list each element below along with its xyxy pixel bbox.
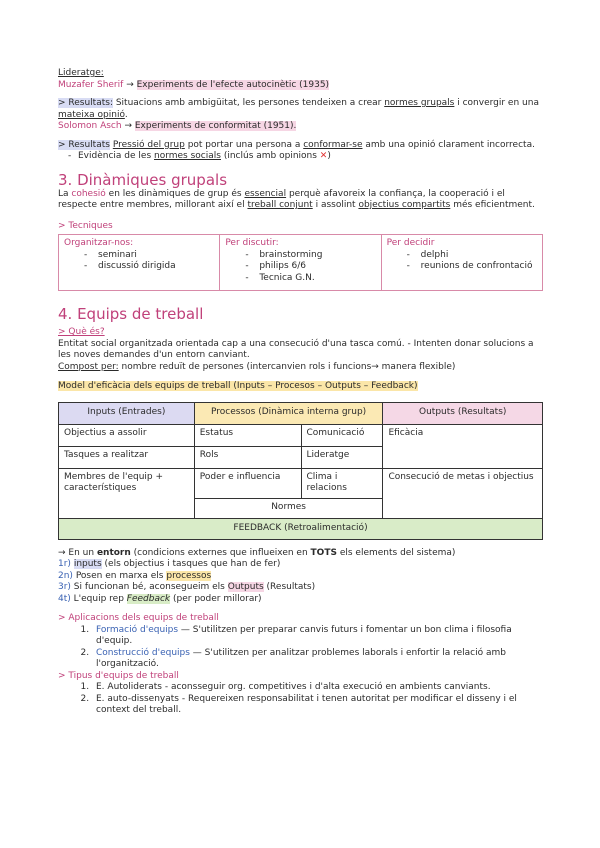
step-1: 1r) inputs (els objectius i tasques que han de fer) — [58, 559, 281, 569]
entorn-line: → En un entorn (condicions externes que influeixen en TOTS els elements del sistema) — [58, 547, 456, 558]
cross-icon: ✕ — [319, 151, 328, 161]
tecniques-col-discutir: Per discutir: - brainstorming - philips 6/6 - Tecnica G.N. — [220, 235, 381, 290]
aplicacions-list — [58, 625, 543, 671]
compost-line: Compost per: nombre reduït de persones (intercanvien rols i funcions→ manera flexible) — [58, 361, 456, 372]
table-cell-normes: Normes — [194, 498, 383, 518]
table-cell: Eficàcia — [383, 424, 543, 468]
aplicacions-label: > Aplicacions dels equips de treball — [58, 613, 219, 623]
table-cell: Comunicació — [301, 424, 383, 446]
lideratge-label: Lideratge: — [58, 68, 104, 78]
list-item: - Tecnica G.N. — [245, 273, 375, 285]
feedback-row: FEEDBACK (Retroalimentació) — [59, 518, 543, 539]
table-cell: Objectius a assolir — [59, 424, 195, 446]
model-table — [58, 402, 543, 540]
header-outputs: Outputs (Resultats) — [383, 402, 543, 424]
tecniques-table — [58, 234, 543, 291]
section-title-dinamiques: 3. Dinàmiques grupals — [58, 170, 228, 189]
list-item: 1. E. Autoliderats - aconsseguir org. competitives i d'alta execució en ambients canviants. — [92, 682, 543, 694]
list-item: - philips 6/6 — [245, 261, 375, 273]
table-cell: Clima i relacions — [301, 468, 383, 498]
dinamiques-paragraph: La cohesió en les dinàmiques de grup és essencial perquè afavoreix la confiança, la cooperació i el respecte entre membres, millorant així el treball conjunt i assolint objectius compartits més eficientment. — [58, 188, 535, 210]
section-title-equips: 4. Equips de treball — [58, 305, 204, 323]
tipus-label: > Tipus d'equips de treball — [58, 670, 179, 681]
header-processos: Processos (Dinàmica interna grup) — [194, 402, 383, 424]
evidencia-bullet: - Evidència de les normes socials (inclús amb opinions ✕) — [58, 151, 543, 163]
step-2: 2n) Posen en marxa els processos — [58, 570, 212, 581]
table-cell: Rols — [194, 446, 301, 468]
table-cell: Poder e influencia — [194, 468, 301, 498]
resultats-sherif: > Resultats: Situacions amb ambigüitat, les persones tendeixen a crear normes grupals i convergir en una mateixa opinió. — [58, 98, 539, 120]
asch-line: Solomon Asch → Experiments de conformitat (1951). — [58, 121, 297, 131]
tecniques-label: > Tecniques — [58, 220, 113, 231]
list-item: 2. E. auto-dissenyats - Requereixen responsabilitat i tenen autoritat per modificar el disseny i el context del treball. — [92, 694, 543, 717]
list-item: 1. Formació d'equips — S'utilitzen per preparar canvis futurs i fomentar un bon clima i filosofia d'equip. — [92, 625, 543, 648]
document-page — [58, 68, 543, 717]
list-item: - discussió dirigida — [84, 261, 214, 273]
model-title: Model d'eficàcia dels equips de treball (Inputs – Procesos – Outputs – Feedback) — [58, 381, 418, 391]
list-item: - reunions de confrontació — [407, 261, 537, 273]
tecniques-col-organitzar: Organitzar-nos: - seminari - discussió dirigida — [59, 235, 220, 290]
table-cell: Tasques a realitzar — [59, 446, 195, 468]
list-item: - delphi — [407, 250, 537, 262]
tecniques-col-decidir: Per decidir - delphi - reunions de confrontació — [382, 235, 542, 290]
step-3: 3r) Si funcionan bé, aconsegueim els Outputs (Resultats) — [58, 582, 316, 592]
que-es-label: > Què és? — [58, 327, 105, 337]
tipus-list — [58, 682, 543, 717]
equips-definition: Entitat social organitzada orientada cap a una consecució d'una tasca comú. - Intenten donar solucions a les noves demandes d'un entorn canviant. — [58, 338, 534, 360]
table-cell: Estatus — [194, 424, 301, 446]
table-cell: Lideratge — [301, 446, 383, 468]
step-4: 4t) L'equip rep Feedback (per poder millorar) — [58, 593, 262, 604]
sherif-line: Muzafer Sherif → Experiments de l'efecte autocinètic (1935) — [58, 79, 330, 90]
list-item: - brainstorming — [245, 250, 375, 262]
table-cell: Consecució de metas i objectius — [383, 468, 543, 518]
table-cell: Membres de l'equip + característiques — [59, 468, 195, 518]
header-inputs: Inputs (Entrades) — [59, 402, 195, 424]
list-item: - seminari — [84, 250, 214, 262]
resultats-asch: > Resultats Pressió del grup pot portar una persona a conformar-se amb una opinió clarament incorrecta. — [58, 139, 535, 150]
list-item: 2. Construcció d'equips — S'utilitzen per analitzar problemes laborals i enfortir la relació amb l'organització. — [92, 648, 543, 671]
